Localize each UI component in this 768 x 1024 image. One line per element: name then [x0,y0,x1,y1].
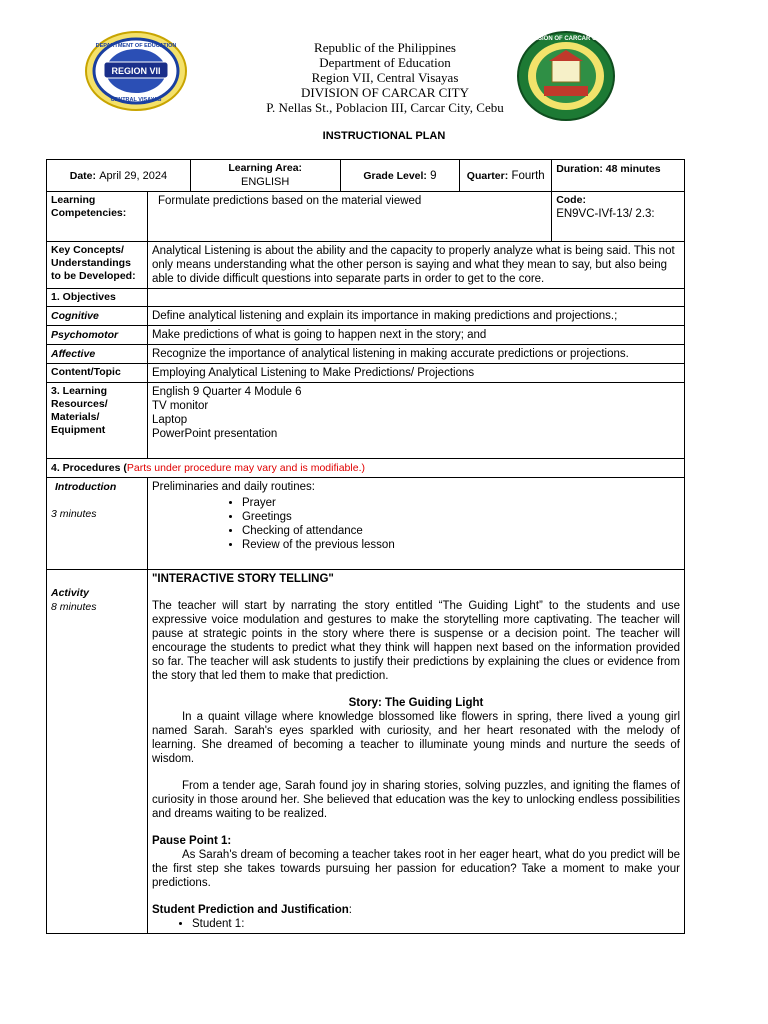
routine-item: • Greetings [242,510,680,524]
preliminaries-heading: Preliminaries and daily routines: [151,481,315,493]
address-line: P. Nellas St., Poblacion III, Carcar City, Cebu [266,100,504,115]
resource-item: Laptop [151,414,188,426]
routine-item: • Prayer [242,496,680,510]
pause-point-title: Pause Point 1: [151,835,232,847]
svg-text:REGION VII: REGION VII [111,66,161,76]
code-cell: Code: EN9VC-IVf-13/ 2.3: [552,192,685,242]
svg-text:DIVISION OF CARCAR CITY: DIVISION OF CARCAR CITY [526,36,606,42]
introduction-label-cell [47,478,148,570]
division-line: DIVISION OF CARCAR CITY [301,85,469,100]
cognitive-label: Cognitive [47,307,148,326]
psychomotor-row [47,326,685,345]
resources-list [147,383,684,459]
introduction-row [47,478,685,570]
objectives-label: 1. Objectives [47,289,148,307]
date-cell: Date: April 29, 2024 [47,160,191,192]
competencies-row [47,192,685,242]
letterhead [0,0,768,130]
activity-row [47,570,685,934]
cognitive-row [47,307,685,326]
grade-level-cell: Grade Level: 9 [340,160,460,192]
department-line: Department of Education [319,55,451,70]
resources-row [47,383,685,459]
region-line: Region VII, Central Visayas [311,70,459,85]
psychomotor-value: Make predictions of what is going to happen next in the story; and [147,326,684,345]
resources-label: 3. Learning Resources/ Materials/ Equipment [47,383,148,459]
objectives-row [47,289,685,307]
activity-content [147,570,684,934]
content-label: Content/Topic [47,364,148,383]
activity-label-cell [47,570,148,934]
deped-region-vii-seal [84,30,188,112]
story-paragraph: From a tender age, Sarah found joy in sharing stories, solving puzzles, and igniting the flames of curiosity in those around her. She believed that education was the key to unlocking endless possibilities and dreams waiting to be realized. [151,780,680,820]
duration-cell: Duration: 48 minutes [552,160,685,192]
introduction-label: Introduction [55,481,117,493]
affective-row [47,345,685,364]
republic-line: Republic of the Philippines [314,40,456,55]
routine-item: • Checking of attendance [242,524,680,538]
svg-text:CENTRAL VISAYAS: CENTRAL VISAYAS [110,97,162,103]
introduction-content [147,478,684,570]
story-title: Story: The Guiding Light [348,697,484,709]
affective-value: Recognize the importance of analytical listening in making accurate predictions or projections. [147,345,684,364]
activity-label: Activity [51,587,89,599]
content-row [47,364,685,383]
division-carcar-seal [516,30,616,122]
student-item: • Student 1: [192,917,680,931]
info-row [47,160,685,192]
psychomotor-label: Psychomotor [47,326,148,345]
quarter-cell: Quarter: Fourth [460,160,552,192]
learning-area-cell: Learning Area: ENGLISH [190,160,340,192]
key-concepts-row [47,242,685,289]
activity-description: The teacher will start by narrating the story entitled “The Guiding Light” to the students and use expressive voice modulation and gestures to make the storytelling more captivating. The teacher will pause at strategic points in the story where there is suspense or a decision point. The teacher will encourage the students to predict what they think will happen next based on the information provided so far. The teacher will ask students to justify their predictions by explaining the clues or evidence from the story that led them to make that prediction. [151,600,680,682]
resource-item: English 9 Quarter 4 Module 6 [151,386,302,398]
cognitive-value: Define analytical listening and explain its importance in making predictions and projections.; [147,307,684,326]
activity-title: "INTERACTIVE STORY TELLING" [151,573,334,585]
procedures-row [47,459,685,478]
letterhead-text [200,40,570,115]
content-value: Employing Analytical Listening to Make Predictions/ Projections [147,364,684,383]
key-concepts-label: Key Concepts/ Understandings to be Developed: [47,242,148,289]
pause-point-text: As Sarah's dream of becoming a teacher takes root in her eager heart, what do you predict will be the first step she takes towards pursuing her passion for education? Take a moment to make your predictions. [151,849,680,889]
procedures-label: 4. Procedures (Parts under procedure may vary and is modifiable.) [47,459,685,478]
document-title: INSTRUCTIONAL PLAN [322,130,446,142]
resource-item: TV monitor [151,400,209,412]
svg-text:DEPARTMENT OF EDUCATION: DEPARTMENT OF EDUCATION [95,43,177,49]
competencies-label: Learning Competencies: [47,192,148,242]
key-concepts-value: Analytical Listening is about the ability and the capacity to properly analyze what is being said. This not only means understanding what the other person is saying and what they mean to say, but also being able to divide difficult questions into separate parts in order to get to the core. [147,242,684,289]
activity-time: 8 minutes [51,601,97,613]
affective-label: Affective [47,345,148,364]
introduction-time: 3 minutes [51,508,97,520]
instructional-plan-table [46,159,685,934]
competencies-value: Formulate predictions based on the material viewed [147,192,551,242]
prediction-heading: Student Prediction and Justification: [151,904,352,916]
routine-item: • Review of the previous lesson [242,538,680,552]
story-paragraph: In a quaint village where knowledge blossomed like flowers in spring, there lived a young girl named Sarah. Sarah's eyes sparkled with curiosity, and her heart resonated with the melody of learning. She dreamed of becoming a teacher to illuminate young minds and nurture the seeds of wisdom. [151,711,680,765]
resource-item: PowerPoint presentation [151,428,278,440]
